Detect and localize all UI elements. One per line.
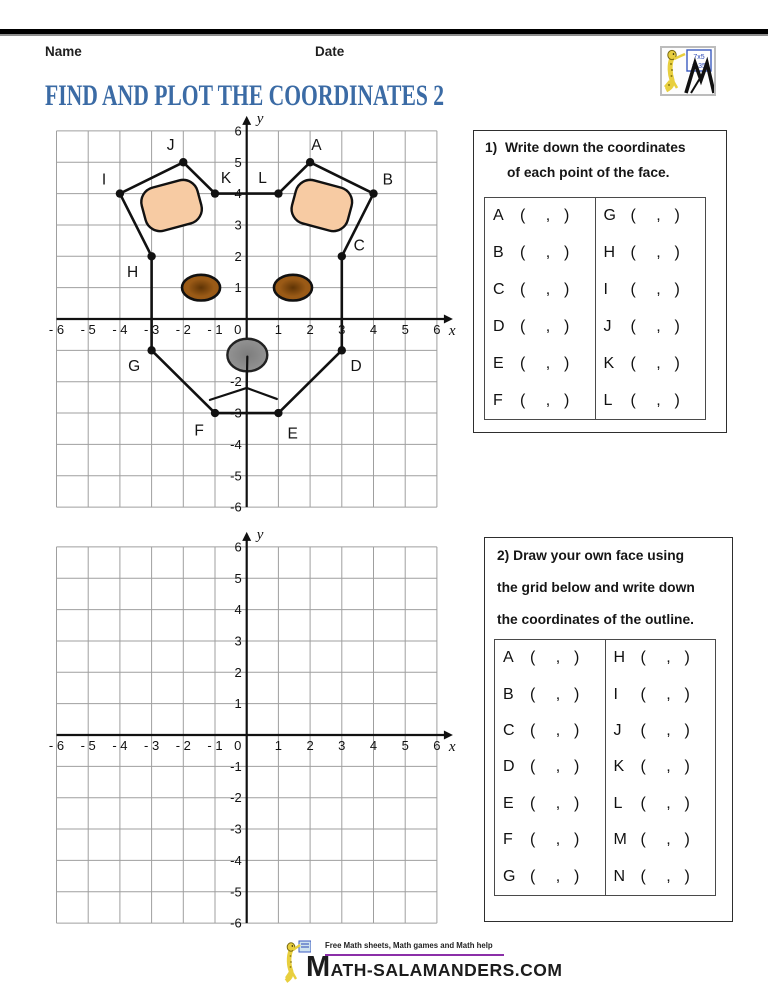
paren-close: ) <box>674 391 680 409</box>
svg-text:- 4: - 4 <box>112 322 128 337</box>
coordinate-row <box>596 281 706 299</box>
coordinate-row <box>485 318 595 336</box>
math-salamanders-logo <box>660 46 716 96</box>
svg-text:- 2: - 2 <box>175 738 191 753</box>
coordinate-row <box>485 281 595 299</box>
svg-text:- 4: - 4 <box>112 738 128 753</box>
svg-text:A: A <box>311 137 322 155</box>
svg-text:0: 0 <box>234 322 242 337</box>
top-divider-shadow <box>0 34 768 36</box>
comma: , <box>656 244 661 262</box>
coordinate-row <box>596 318 706 336</box>
point-letter: J <box>603 317 612 335</box>
coordinate-grid-empty <box>40 526 472 930</box>
paren-open: ( <box>640 831 646 849</box>
coordinate-row <box>606 831 716 849</box>
task2-heading-line1: 2) Draw your own face using <box>497 548 685 563</box>
task2-column-right <box>605 640 716 895</box>
svg-text:B: B <box>382 171 393 189</box>
comma: , <box>545 354 551 372</box>
task1-box <box>473 130 727 433</box>
paren-open: ( <box>640 867 646 885</box>
svg-text:0: 0 <box>234 738 242 753</box>
paren-open: ( <box>530 794 536 812</box>
paren-close: ) <box>674 281 680 299</box>
coordinate-row <box>495 831 605 849</box>
paren-close: ) <box>564 391 570 409</box>
point-letter: D <box>503 758 515 776</box>
paren-open: ( <box>520 391 526 409</box>
svg-text:-4: -4 <box>230 852 242 868</box>
point-letter: A <box>493 207 504 225</box>
paren-open: ( <box>640 649 646 667</box>
svg-text:5: 5 <box>234 154 242 170</box>
svg-text:5: 5 <box>234 570 242 586</box>
svg-text:E: E <box>287 425 298 443</box>
point-letter: B <box>503 685 514 703</box>
svg-text:- 6: - 6 <box>48 322 65 337</box>
svg-text:2: 2 <box>234 664 242 680</box>
task1-number: 1) <box>485 140 498 155</box>
point-letter: H <box>613 649 626 667</box>
paren-close: ) <box>684 649 690 667</box>
task2-heading-line3: the coordinates of the outline. <box>497 612 694 627</box>
coordinate-row <box>495 868 605 886</box>
svg-text:-2: -2 <box>230 374 242 390</box>
svg-text:5: 5 <box>401 322 409 337</box>
paren-close: ) <box>574 831 580 849</box>
coordinate-grid-face <box>40 112 472 516</box>
coordinate-row <box>606 649 716 667</box>
comma: , <box>555 722 561 740</box>
task2-column-left <box>495 640 605 895</box>
paren-close: ) <box>564 317 570 335</box>
comma: , <box>545 317 551 335</box>
paren-close: ) <box>684 685 690 703</box>
paren-open: ( <box>530 758 536 776</box>
svg-text:1: 1 <box>234 280 242 296</box>
svg-text:4: 4 <box>234 186 242 202</box>
coordinate-row <box>596 244 706 262</box>
comma: , <box>666 649 671 667</box>
svg-text:- 3: - 3 <box>144 738 160 753</box>
top-divider-bar <box>0 29 768 34</box>
paren-open: ( <box>630 391 636 409</box>
svg-text:K: K <box>220 169 232 187</box>
comma: , <box>656 281 661 299</box>
coordinate-row <box>606 758 716 776</box>
comma: , <box>666 867 671 885</box>
point-letter: I <box>613 685 618 703</box>
point-letter: B <box>493 244 504 262</box>
coordinate-row <box>495 686 605 704</box>
point-letter: K <box>603 354 615 372</box>
coordinate-row <box>485 244 595 262</box>
paren-open: ( <box>520 281 526 299</box>
coordinate-row <box>495 649 605 667</box>
paren-close: ) <box>564 354 570 372</box>
paren-close: ) <box>564 207 570 225</box>
paren-close: ) <box>574 794 580 812</box>
paren-open: ( <box>520 244 526 262</box>
paren-close: ) <box>574 649 580 667</box>
point-letter: I <box>603 281 608 299</box>
svg-text:3: 3 <box>234 633 242 649</box>
comma: , <box>555 831 561 849</box>
point-letter: L <box>613 794 623 812</box>
paren-close: ) <box>574 758 580 776</box>
paren-close: ) <box>574 685 580 703</box>
comma: , <box>545 244 551 262</box>
paren-close: ) <box>684 722 690 740</box>
paren-close: ) <box>674 317 680 335</box>
coordinate-row <box>606 722 716 740</box>
point-letter: E <box>503 794 514 812</box>
paren-open: ( <box>520 207 526 225</box>
svg-text:-1: -1 <box>230 758 242 774</box>
comma: , <box>656 317 661 335</box>
coordinate-row <box>495 758 605 776</box>
svg-text:6: 6 <box>234 123 242 139</box>
date-label: Date <box>315 44 345 59</box>
coordinate-row <box>596 355 706 373</box>
point-letter: N <box>613 867 626 885</box>
svg-text:- 3: - 3 <box>144 322 160 337</box>
svg-text:-6: -6 <box>230 915 242 930</box>
comma: , <box>555 685 561 703</box>
point-letter: L <box>603 391 613 409</box>
svg-text:L: L <box>258 169 267 187</box>
comma: , <box>656 391 661 409</box>
task2-heading-line2: the grid below and write down <box>497 580 695 595</box>
paren-open: ( <box>640 794 646 812</box>
paren-open: ( <box>530 831 536 849</box>
footer-site-name: MATH-SALAMANDERS.COM <box>306 951 563 983</box>
svg-text:-5: -5 <box>230 468 242 484</box>
coordinate-row <box>485 355 595 373</box>
task1-column-left <box>485 198 595 419</box>
point-letter: A <box>503 649 514 667</box>
svg-text:- 2: - 2 <box>175 322 191 337</box>
coordinate-row <box>495 795 605 813</box>
svg-text:-2: -2 <box>230 790 242 806</box>
task1-answer-table <box>484 197 706 420</box>
comma: , <box>666 831 671 849</box>
svg-text:6: 6 <box>234 539 242 555</box>
paren-open: ( <box>640 758 646 776</box>
svg-text:- 1: - 1 <box>207 322 223 337</box>
task2-box <box>484 537 733 922</box>
svg-text:- 6: - 6 <box>48 738 65 753</box>
coordinate-row <box>485 207 595 225</box>
svg-text:6: 6 <box>433 738 441 753</box>
coordinate-row <box>606 795 716 813</box>
paren-close: ) <box>574 722 580 740</box>
paren-open: ( <box>630 281 636 299</box>
coordinate-row <box>606 686 716 704</box>
point-letter: K <box>613 758 625 776</box>
point-letter: G <box>603 207 616 225</box>
svg-text:y: y <box>256 526 264 543</box>
svg-text:-3: -3 <box>230 405 242 421</box>
paren-close: ) <box>684 794 690 812</box>
page-title: FIND AND PLOT THE COORDINATES 2 <box>45 79 445 112</box>
task1-heading-line1: 1) Write down the coordinates <box>485 140 686 155</box>
svg-text:-3: -3 <box>230 821 242 837</box>
comma: , <box>666 685 671 703</box>
coordinate-row <box>485 392 595 410</box>
paren-open: ( <box>630 244 636 262</box>
paren-open: ( <box>530 685 536 703</box>
svg-text:7x5: 7x5 <box>693 54 705 61</box>
paren-close: ) <box>564 244 570 262</box>
coordinate-row <box>606 868 716 886</box>
comma: , <box>666 794 671 812</box>
salamander-easel-icon <box>662 48 714 94</box>
svg-text:3: 3 <box>234 217 242 233</box>
comma: , <box>656 354 661 372</box>
svg-text:4: 4 <box>369 322 378 337</box>
point-letter: C <box>493 281 505 299</box>
svg-text:3: 3 <box>338 322 346 337</box>
svg-text:- 5: - 5 <box>80 322 96 337</box>
paren-close: ) <box>564 281 570 299</box>
paren-open: ( <box>640 685 646 703</box>
point-letter: J <box>613 722 622 740</box>
paren-open: ( <box>630 317 636 335</box>
point-letter: F <box>503 831 513 849</box>
comma: , <box>555 758 561 776</box>
paren-open: ( <box>640 722 646 740</box>
task1-heading-line2: of each point of the face. <box>507 165 670 180</box>
svg-text:x: x <box>448 323 456 339</box>
svg-text:2: 2 <box>306 738 314 753</box>
comma: , <box>666 722 671 740</box>
task2-answer-table <box>494 639 716 896</box>
comma: , <box>555 794 561 812</box>
paren-close: ) <box>674 207 680 225</box>
paren-close: ) <box>684 758 690 776</box>
svg-text:2: 2 <box>234 248 242 264</box>
svg-text:6: 6 <box>433 322 441 337</box>
svg-text:C: C <box>353 237 365 255</box>
svg-text:-6: -6 <box>230 499 242 515</box>
point-letter: F <box>493 391 503 409</box>
paren-close: ) <box>674 354 680 372</box>
svg-text:4: 4 <box>234 602 242 618</box>
svg-text:5: 5 <box>401 738 409 753</box>
svg-text:1: 1 <box>274 738 283 753</box>
comma: , <box>545 207 551 225</box>
svg-text:2: 2 <box>306 322 314 337</box>
svg-text:J: J <box>166 137 175 155</box>
comma: , <box>545 281 551 299</box>
paren-close: ) <box>674 244 680 262</box>
paren-open: ( <box>630 207 636 225</box>
svg-text:I: I <box>101 171 107 189</box>
svg-text:4: 4 <box>369 738 378 753</box>
svg-text:1: 1 <box>234 696 242 712</box>
comma: , <box>555 649 561 667</box>
paren-open: ( <box>530 867 536 885</box>
svg-text:1: 1 <box>274 322 283 337</box>
paren-close: ) <box>574 867 580 885</box>
comma: , <box>545 391 551 409</box>
paren-open: ( <box>530 722 536 740</box>
svg-text:-5: -5 <box>230 884 242 900</box>
svg-text:G: G <box>128 358 141 376</box>
paren-close: ) <box>684 831 690 849</box>
point-letter: C <box>503 722 515 740</box>
point-letter: M <box>613 831 627 849</box>
svg-text:3: 3 <box>338 738 346 753</box>
svg-text:-4: -4 <box>230 436 242 452</box>
paren-open: ( <box>520 354 526 372</box>
svg-text:y: y <box>256 112 264 127</box>
coordinate-row <box>495 722 605 740</box>
point-letter: E <box>493 354 504 372</box>
svg-text:- 1: - 1 <box>207 738 223 753</box>
task1-column-right <box>595 198 706 419</box>
name-label: Name <box>45 44 82 59</box>
svg-text:= 35: = 35 <box>692 63 706 70</box>
paren-close: ) <box>684 867 690 885</box>
paren-open: ( <box>520 317 526 335</box>
point-letter: G <box>503 867 516 885</box>
comma: , <box>656 207 661 225</box>
paren-open: ( <box>530 649 536 667</box>
svg-text:- 5: - 5 <box>80 738 96 753</box>
svg-text:D: D <box>350 358 362 376</box>
svg-text:x: x <box>448 739 456 755</box>
svg-text:H: H <box>126 263 139 281</box>
svg-text:F: F <box>194 422 204 440</box>
coordinate-row <box>596 392 706 410</box>
footer-tagline: Free Math sheets, Math games and Math help <box>325 941 493 950</box>
coordinate-row <box>596 207 706 225</box>
point-letter: H <box>603 244 616 262</box>
comma: , <box>555 867 561 885</box>
paren-open: ( <box>630 354 636 372</box>
point-letter: D <box>493 317 505 335</box>
comma: , <box>666 758 671 776</box>
